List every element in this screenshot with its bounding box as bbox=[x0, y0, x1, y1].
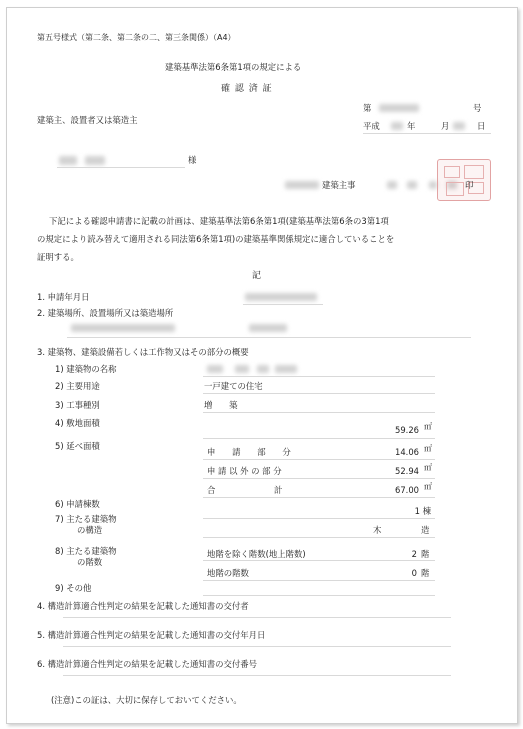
area-row-unit: ㎡ bbox=[424, 463, 432, 472]
redacted-building-name-4 bbox=[275, 365, 297, 373]
floors-below-underline bbox=[203, 580, 435, 581]
floors-below-unit: 階 bbox=[421, 568, 430, 578]
sub-2-value: 一戸建ての住宅 bbox=[204, 381, 263, 391]
item-2-label: 2. 建築場所、設置場所又は築造場所 bbox=[37, 308, 174, 318]
sub-4-underline bbox=[203, 438, 435, 439]
area-row-label: 申 請 部 分 bbox=[207, 447, 291, 457]
floors-below-label: 地階の階数 bbox=[207, 568, 249, 578]
item-6-label: 6. 構造計算適合性判定の結果を記載した通知書の交付番号 bbox=[37, 659, 258, 669]
sub-2-underline bbox=[203, 393, 435, 394]
sub-8-label-2: の階数 bbox=[77, 557, 103, 567]
sub-6-label: 6) 申請棟数 bbox=[55, 499, 100, 509]
seal-mark: 印 bbox=[465, 180, 474, 190]
area-row-unit: ㎡ bbox=[424, 444, 432, 453]
area-row-underline bbox=[203, 459, 435, 460]
honorific: 様 bbox=[188, 155, 197, 165]
body-text-line-1: 下記による確認申請書に記載の計画は、建築基準法第6条第1項(建築基準法第6条の3第1項 bbox=[49, 216, 389, 226]
redacted-number bbox=[379, 104, 419, 112]
redacted-address-2 bbox=[249, 324, 287, 332]
floors-above-unit: 階 bbox=[421, 549, 430, 559]
item-5-underline bbox=[63, 646, 451, 647]
area-row-value: 14.06 bbox=[395, 447, 419, 457]
number-prefix: 第 bbox=[363, 103, 372, 113]
item-2-underline bbox=[67, 337, 471, 338]
sub-7-value-2: 造 bbox=[421, 525, 430, 535]
redacted-official-3 bbox=[429, 181, 437, 189]
item-1-underline bbox=[243, 304, 323, 305]
date-year: 年 bbox=[407, 121, 416, 131]
sub-1-label: 1) 建築物の名称 bbox=[55, 364, 117, 374]
redacted-building-name-3 bbox=[257, 365, 269, 373]
sub-4-value: 59.26 bbox=[395, 425, 419, 435]
redacted-building-name-1 bbox=[207, 365, 223, 373]
sub-7-label-1: 7) 主たる建築物 bbox=[55, 514, 117, 524]
redacted-name-1 bbox=[59, 156, 77, 165]
date-underline bbox=[363, 133, 491, 134]
sub-3-value: 増 築 bbox=[204, 400, 238, 410]
sub-1-underline bbox=[203, 376, 435, 377]
redacted-official-2 bbox=[407, 181, 417, 189]
floors-above-underline bbox=[203, 560, 435, 561]
item-5-label: 5. 構造計算適合性判定の結果を記載した通知書の交付年月日 bbox=[37, 630, 266, 640]
area-row-value: 67.00 bbox=[395, 485, 419, 495]
sub-4-unit: ㎡ bbox=[424, 422, 432, 431]
sub-9-underline bbox=[203, 595, 435, 596]
date-month: 月 bbox=[441, 121, 450, 131]
floors-above-label: 地階を除く階数(地上階数) bbox=[207, 549, 306, 559]
sub-2-label: 2) 主要用途 bbox=[55, 381, 100, 391]
area-row-label: 合 計 bbox=[207, 485, 283, 495]
sub-5-label: 5) 延べ面積 bbox=[55, 441, 100, 451]
item-4-label: 4. 構造計算適合性判定の結果を記載した通知書の交付者 bbox=[37, 601, 249, 611]
note-text: (注意)この証は、大切に保存しておいてください。 bbox=[51, 695, 242, 705]
redacted-building-name-2 bbox=[235, 365, 249, 373]
area-row-underline bbox=[203, 497, 435, 498]
official-seal-stamp bbox=[437, 159, 491, 201]
area-row-label: 申 請 以 外 の 部 分 bbox=[207, 466, 282, 476]
name-underline bbox=[57, 167, 185, 168]
redacted-official-1 bbox=[387, 181, 397, 189]
item-3-label: 3. 建築物、建築設備若しくは工作物又はその部分の概要 bbox=[37, 347, 249, 357]
item-6-underline bbox=[63, 675, 451, 676]
number-suffix: 号 bbox=[473, 103, 482, 113]
sub-7-value-1: 木 bbox=[373, 525, 382, 535]
sub-8-label-1: 8) 主たる建築物 bbox=[55, 546, 117, 556]
date-era: 平成 bbox=[363, 121, 380, 131]
item-4-underline bbox=[63, 617, 451, 618]
certificate-page bbox=[6, 7, 518, 724]
sub-6-value: 1 棟 bbox=[414, 506, 431, 516]
addressee-role: 建築主、設置者又は築造主 bbox=[37, 115, 138, 125]
sub-9-label: 9) その他 bbox=[55, 583, 92, 593]
law-heading: 建築基準法第6条第1項の規定による bbox=[165, 62, 302, 72]
area-row-value: 52.94 bbox=[395, 466, 419, 476]
redacted-year bbox=[391, 122, 403, 130]
area-row-underline bbox=[203, 478, 435, 479]
body-text-line-2: の規定により読み替えて適用される同法第6条第1項)の建築基準関係規定に適合していることを bbox=[37, 234, 395, 244]
sub-6-underline bbox=[203, 518, 435, 519]
redacted-application-date bbox=[245, 293, 317, 301]
item-1-label: 1. 申請年月日 bbox=[37, 292, 90, 302]
sub-4-label: 4) 敷地面積 bbox=[55, 418, 100, 428]
date-day: 日 bbox=[477, 121, 486, 131]
sub-3-label: 3) 工事種別 bbox=[55, 400, 100, 410]
floors-below-value: 0 bbox=[411, 568, 417, 578]
redacted-address-1 bbox=[71, 324, 175, 332]
redacted-office bbox=[285, 181, 319, 189]
redacted-name-2 bbox=[85, 156, 105, 165]
redacted-day bbox=[453, 122, 465, 130]
form-number: 第五号様式（第二条、第二条の二、第三条関係）（A4） bbox=[37, 33, 236, 42]
sub-3-underline bbox=[203, 412, 435, 413]
sub-7-label-2: の構造 bbox=[77, 525, 103, 535]
ki-heading: 記 bbox=[252, 271, 262, 281]
official-title: 建築主事 bbox=[322, 180, 356, 190]
sub-7-underline bbox=[203, 537, 435, 538]
area-row-unit: ㎡ bbox=[424, 482, 432, 491]
body-text-line-3: 証明する。 bbox=[37, 252, 79, 262]
floors-above-value: 2 bbox=[411, 549, 417, 559]
page-title: 確 認 済 証 bbox=[221, 84, 273, 94]
